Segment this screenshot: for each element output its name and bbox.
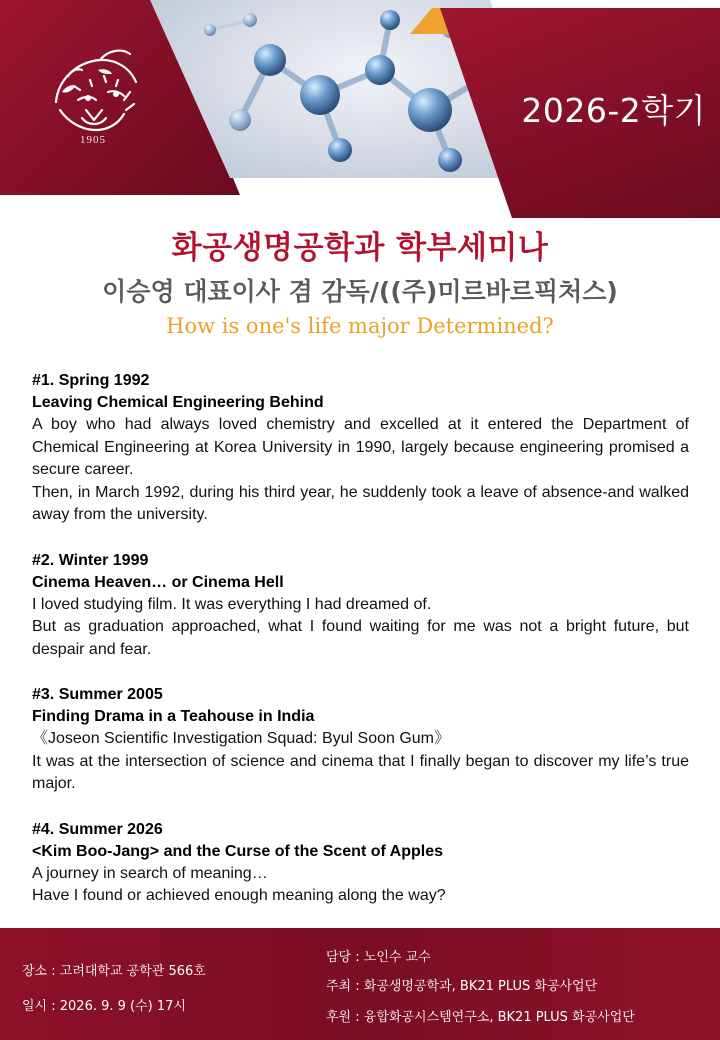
section-2 [32,550,689,662]
section-4 [32,819,689,908]
section-title: <Kim Boo-Jang> and the Curse of the Scent of Apples [32,842,444,860]
event-place: 장소 : 고려대학교 공학관 566호 [22,964,206,979]
section-3 [32,684,689,796]
logo-year: 1905 [80,134,106,146]
semester-label: 2026-2학기 [521,91,706,130]
section-heading: #1. Spring 1992 [32,372,150,389]
event-host: 담당 : 노인수 교수 [326,950,431,965]
event-sponsor: 후원 : 융합화공시스템연구소, BK21 PLUS 화공사업단 [326,1010,635,1025]
section-paragraph: Then, in March 1992, during his third year, he suddenly took a leave of absence-and walked away from the university. [32,483,689,523]
section-paragraph: But as graduation approached, what I found waiting for me was not a bright future, but despair and fear. [32,618,689,658]
section-title: Cinema Heaven… or Cinema Hell [32,573,284,591]
section-heading: #4. Summer 2026 [32,820,163,838]
event-datetime: 일시 : 2026. 9. 9 (수) 17시 [22,999,186,1014]
section-paragraph: A journey in search of meaning… [32,864,268,882]
section-paragraph: 《Joseon Scientific Investigation Squad: Byul Soon Gum》 [32,730,451,747]
section-paragraph: A boy who had always loved chemistry and excelled at it entered the Department of Chemical Engineering at Korea University in 1990, largely because engineering promised a secure career. [32,416,689,478]
section-title: Leaving Chemical Engineering Behind [32,394,324,411]
seminar-content [32,370,689,931]
section-heading: #3. Summer 2005 [32,686,163,703]
footer-bar [0,928,720,1040]
section-1 [32,370,689,527]
english-subtitle: How is one's life major Determined? [166,314,554,338]
header-banner [0,0,720,218]
section-heading: #2. Winter 1999 [32,551,149,569]
section-paragraph: It was at the intersection of science and cinema that I finally began to discover my life’s true major. [32,752,689,792]
section-title: Finding Drama in a Teahouse in India [32,708,315,725]
section-paragraph: Have I found or achieved enough meaning along the way? [32,887,446,904]
speaker-line: 이승영 대표이사 겸 감독/((주)미르바르픽처스) [102,277,618,306]
section-paragraph: I loved studying film. It was everything I had dreamed of. [32,595,432,613]
event-organizer: 주최 : 화공생명공학과, BK21 PLUS 화공사업단 [326,979,598,994]
seminar-title: 화공생명공학과 학부세미나 [171,230,549,266]
